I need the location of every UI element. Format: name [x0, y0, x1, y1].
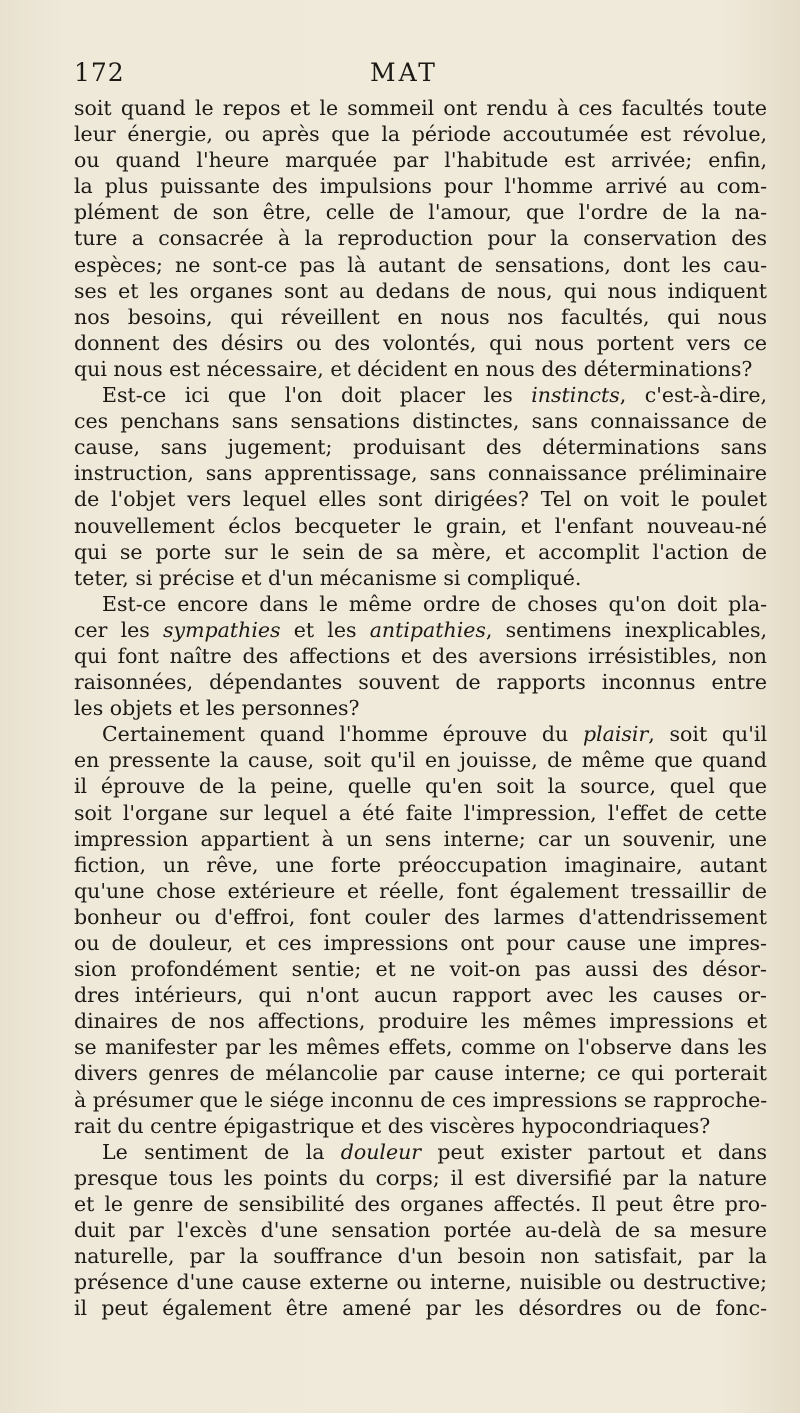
text-run: Le sentiment de la [102, 1139, 341, 1164]
text-line [74, 199, 767, 225]
text-run: qui se porte sur le sein de sa mère, et accomplit l'action de [74, 539, 767, 564]
text-line [74, 982, 767, 1008]
text-line [74, 460, 767, 486]
text-run: duit par l'excès d'une sensation portée au-delà de sa mesure [74, 1218, 767, 1243]
text-run: ces penchans sans sensations distinctes, sans connaissance de [74, 409, 767, 434]
text-line [74, 643, 767, 669]
text-run: Est-ce ici que l'on doit placer les [102, 383, 532, 408]
text-line [74, 591, 767, 617]
emphasized-term: antipathies [369, 617, 486, 642]
text-run: ture a consacrée à la reproduction pour la conservation des [74, 226, 767, 251]
text-line [74, 878, 767, 904]
text-line [74, 1243, 767, 1269]
text-run: donnent des désirs ou des volontés, qui nous portent vers ce [74, 330, 767, 355]
text-run: ses et les organes sont au dedans de nous, qui nous indiquent [74, 278, 767, 303]
text-line [74, 773, 767, 799]
emphasized-term: sympathies [163, 617, 281, 642]
text-line [74, 695, 767, 721]
text-line [74, 434, 767, 460]
text-line [74, 147, 767, 173]
text-run: et les [280, 617, 370, 642]
page-number: 172 [74, 58, 125, 87]
text-line [74, 513, 767, 539]
text-run: nos besoins, qui réveillent en nous nos facultés, qui nous [74, 304, 767, 329]
text-run: ou quand l'heure marquée par l'habitude est arrivée; enfin, [74, 148, 767, 173]
text-line [74, 669, 767, 695]
text-line [74, 956, 767, 982]
page-header [74, 58, 764, 94]
text-run: presque tous les points du corps; il est diversifié par la nature [74, 1165, 767, 1190]
text-line [74, 826, 767, 852]
text-line [74, 617, 767, 643]
text-run: se manifester par les mêmes effets, comme on l'observe dans les [74, 1035, 767, 1060]
text-run: qui nous est nécessaire, et décident en nous des déterminations? [74, 356, 753, 381]
text-run: espèces; ne sont-ce pas là autant de sensations, dont les cau- [74, 252, 767, 277]
text-run: en pressente la cause, soit qu'il en jouisse, de même que quand [74, 748, 767, 773]
text-line [74, 356, 767, 382]
text-run: à présumer que le siége inconnu de ces impressions se rapproche- [74, 1087, 767, 1112]
text-run: rait du centre épigastrique et des viscères hypocondriaques? [74, 1113, 711, 1138]
text-run: qu'une chose extérieure et réelle, font également tressaillir de [74, 878, 767, 903]
text-line [74, 721, 767, 747]
text-run: dres intérieurs, qui n'ont aucun rapport avec les causes or- [74, 983, 767, 1008]
text-run: et le genre de sensibilité des organes affectés. Il peut être pro- [74, 1191, 767, 1216]
text-line [74, 252, 767, 278]
text-line [74, 904, 767, 930]
text-run: teter, si précise et d'un mécanisme si compliqué. [74, 565, 582, 590]
text-run: cause, sans jugement; produisant des déterminations sans [74, 435, 767, 460]
text-line [74, 1087, 767, 1113]
text-run: peut exister partout et dans [421, 1139, 767, 1164]
text-line [74, 1139, 767, 1165]
emphasized-term: douleur [340, 1139, 422, 1164]
text-run: raisonnées, dépendantes souvent de rapports inconnus entre [74, 670, 767, 695]
text-line [74, 121, 767, 147]
text-line [74, 747, 767, 773]
text-line [74, 539, 767, 565]
text-run: sion profondément sentie; et ne voit-on pas aussi des désor- [74, 957, 767, 982]
text-run: dinaires de nos affections, produire les mêmes impressions et [74, 1009, 767, 1034]
text-run: il éprouve de la peine, quelle qu'en soit la source, quel que [74, 774, 767, 799]
text-run: , soit qu'il [648, 722, 767, 747]
text-run: il peut également être amené par les désordres ou de fonc- [74, 1296, 767, 1321]
text-run: la plus puissante des impulsions pour l'homme arrivé au com- [74, 174, 767, 199]
text-run: soit quand le repos et le sommeil ont rendu à ces facultés toute [74, 96, 767, 120]
text-run: impression appartient à un sens interne; car un souvenir, une [74, 826, 767, 851]
text-run: instruction, sans apprentissage, sans connaissance préliminaire [74, 461, 767, 486]
text-run: cer les [74, 617, 163, 642]
text-line [74, 1034, 767, 1060]
text-line [74, 1295, 767, 1321]
text-line [74, 382, 767, 408]
text-run: Certainement quand l'homme éprouve du [102, 722, 583, 747]
text-line [74, 1008, 767, 1034]
text-run: naturelle, par la souffrance d'un besoin non satisfait, par la [74, 1244, 767, 1269]
text-line [74, 330, 767, 356]
text-line [74, 95, 767, 121]
text-line [74, 565, 767, 591]
text-line [74, 852, 767, 878]
text-line [74, 800, 767, 826]
text-run: présence d'une cause externe ou interne, nuisible ou destructive; [74, 1270, 767, 1295]
text-line [74, 930, 767, 956]
text-line [74, 1060, 767, 1086]
text-run: bonheur ou d'effroi, font couler des larmes d'attendrissement [74, 904, 767, 929]
text-run: nouvellement éclos becqueter le grain, et l'enfant nouveau-né [74, 513, 767, 538]
running-head: MAT [370, 58, 438, 87]
emphasized-term: plaisir [582, 722, 649, 747]
text-line [74, 1191, 767, 1217]
text-line [74, 225, 767, 251]
text-run: , c'est-à-dire, [619, 383, 767, 408]
text-line [74, 1217, 767, 1243]
text-run: divers genres de mélancolie par cause interne; ce qui porterait [74, 1061, 767, 1086]
text-run: Est-ce encore dans le même ordre de choses qu'on doit pla- [102, 591, 767, 616]
text-run: leur énergie, ou après que la période accoutumée est révolue, [74, 122, 767, 147]
text-run: les objets et les personnes? [74, 696, 360, 721]
text-run: , sentimens inexplicables, [485, 617, 767, 642]
text-line [74, 304, 767, 330]
text-line [74, 486, 767, 512]
text-line [74, 173, 767, 199]
text-line [74, 278, 767, 304]
text-line [74, 408, 767, 434]
emphasized-term: instincts [531, 383, 620, 408]
text-run: soit l'organe sur lequel a été faite l'impression, l'effet de cette [74, 800, 767, 825]
text-line [74, 1269, 767, 1295]
text-line [74, 1165, 767, 1191]
body-text [74, 95, 767, 1321]
text-run: ou de douleur, et ces impressions ont pour cause une impres- [74, 931, 767, 955]
text-run: fiction, un rêve, une forte préoccupation imaginaire, autant [74, 852, 767, 877]
text-run: qui font naître des affections et des aversions irrésistibles, non [74, 643, 767, 668]
text-run: plément de son être, celle de l'amour, que l'ordre de la na- [74, 200, 767, 225]
text-run: de l'objet vers lequel elles sont dirigées? Tel on voit le poulet [74, 487, 767, 512]
text-line [74, 1113, 767, 1139]
